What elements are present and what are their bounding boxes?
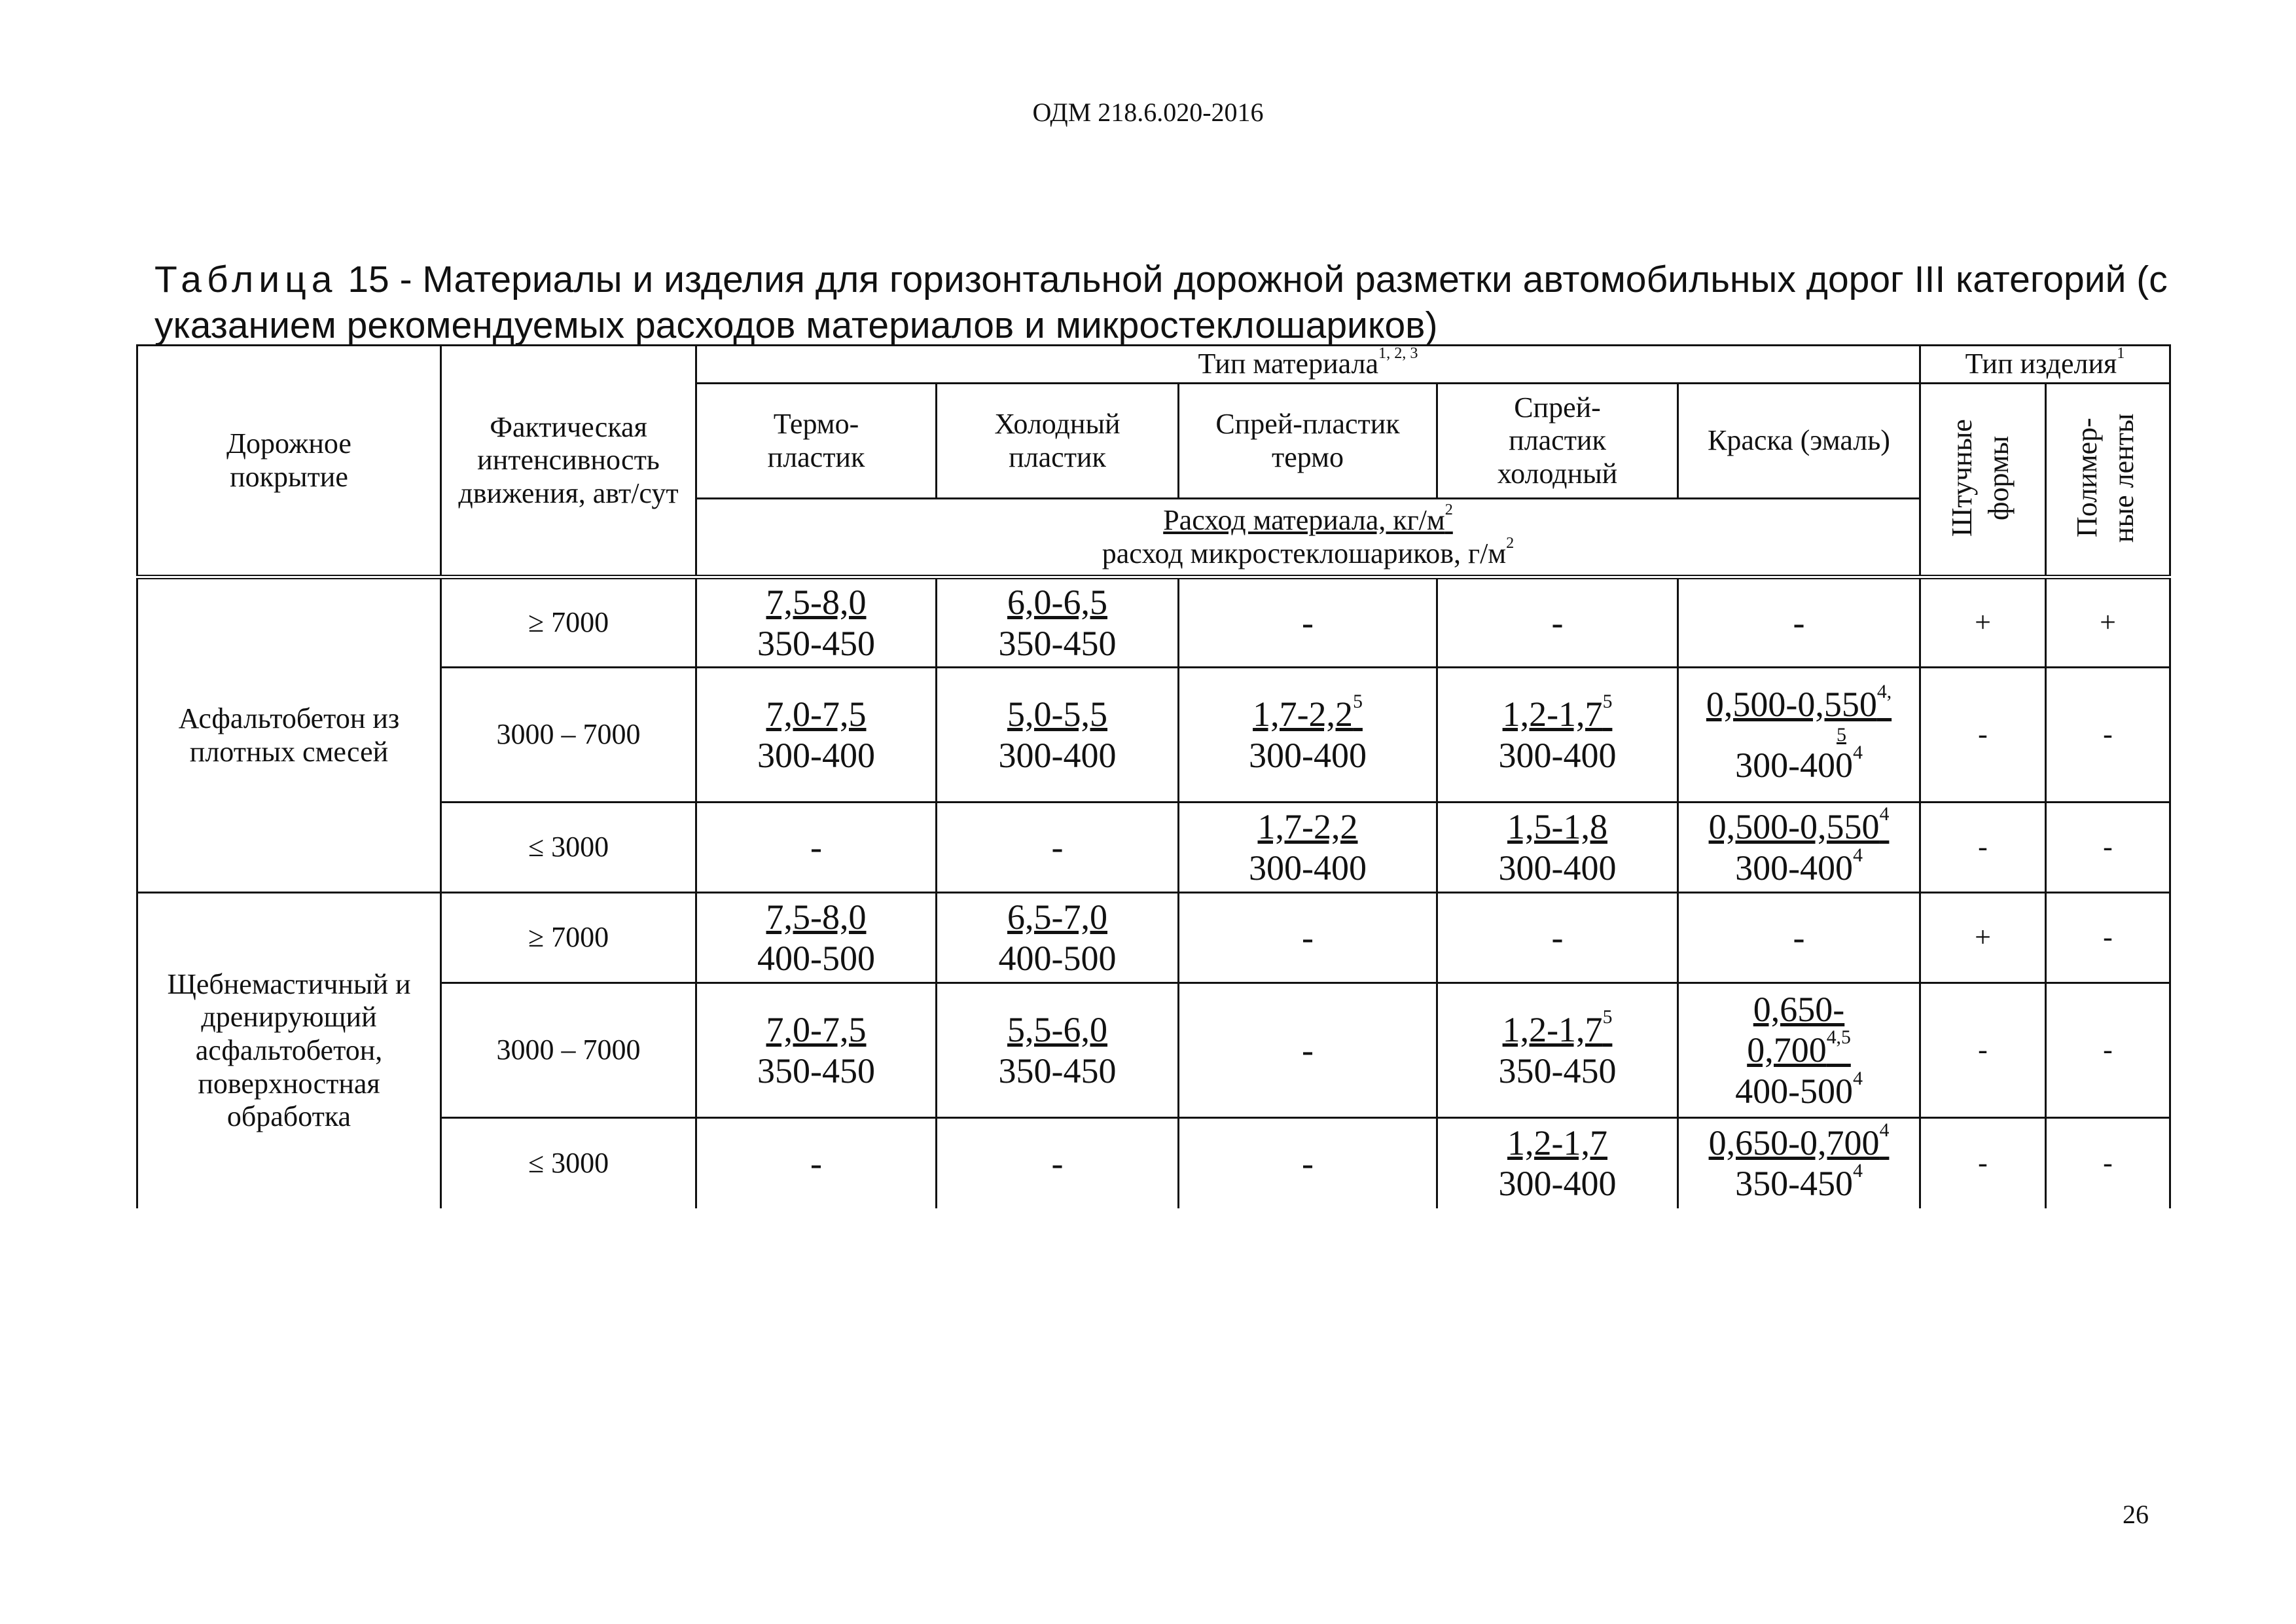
consumption-cell [1437, 577, 1678, 668]
beads-consumption-text: 350-450 [998, 1051, 1117, 1091]
head-consumption-line2-text: расход микростеклошариков, г/м [1102, 537, 1507, 569]
head-material-3-text: Спрей-пластик холодный [1497, 391, 1618, 490]
material-consumption [1179, 691, 1436, 734]
material-consumption [1438, 806, 1677, 847]
consumption-cell [937, 983, 1179, 1118]
table-body [137, 577, 2170, 1208]
beads-consumption [1179, 848, 1436, 888]
head-material-1 [937, 384, 1179, 499]
beads-consumption [937, 938, 1177, 979]
material-consumption-text: 0,650-0,700 [1708, 1123, 1880, 1163]
product-cell: - [2046, 668, 2170, 803]
consumption-cell [937, 577, 1179, 668]
material-consumption [1679, 806, 1919, 847]
head-consumption [696, 499, 1920, 577]
material-consumption-value [766, 695, 867, 734]
head-consumption-line1-sup: 2 [1444, 500, 1453, 518]
material-consumption-text: 1,2-1,7 [1502, 695, 1603, 734]
material-consumption-text: 7,0-7,5 [766, 695, 867, 734]
material-consumption-text-cont: 0,700 [1747, 1030, 1827, 1070]
beads-consumption [1679, 1163, 1919, 1204]
consumption-cell [1179, 983, 1437, 1118]
material-consumption-value [766, 583, 867, 622]
footnote-ref: 4 [1853, 742, 1863, 763]
footnote-ref: 5 [1353, 691, 1363, 713]
beads-consumption [1679, 742, 1919, 785]
material-consumption [1438, 1009, 1677, 1050]
beads-consumption-text: 300-400 [1735, 848, 1854, 888]
surface-cell [137, 893, 441, 1208]
material-consumption [937, 694, 1177, 734]
head-material-0-text: Термо-пластик [767, 407, 865, 473]
material-consumption-value [1502, 1007, 1613, 1050]
material-consumption-text: 0,500-0,550 [1706, 685, 1877, 725]
table-row [137, 577, 2170, 668]
material-consumption-text: 7,5-8,0 [766, 897, 867, 937]
consumption-cell [937, 1118, 1179, 1208]
empty-dash: - [1302, 603, 1314, 643]
material-consumption-text: 1,5-1,8 [1507, 807, 1607, 847]
head-consumption-line2-sup: 2 [1506, 533, 1515, 552]
head-material-2 [1179, 384, 1437, 499]
material-consumption-value [1507, 807, 1607, 846]
beads-consumption [937, 735, 1177, 776]
material-consumption-text: 5,5-6,0 [1007, 1010, 1107, 1050]
consumption-cell [696, 803, 937, 893]
intensity-cell: 3000 – 7000 [441, 983, 696, 1118]
intensity-cell: 3000 – 7000 [441, 668, 696, 803]
beads-consumption [1179, 735, 1436, 776]
empty-dash: - [1302, 918, 1314, 958]
head-road-surface-text: Дорожное покрытие [226, 427, 351, 493]
consumption-cell [1678, 1118, 1920, 1208]
table-head [137, 346, 2170, 577]
footnote-ref-cont: 5 [1837, 723, 1846, 746]
beads-consumption [1679, 1068, 1919, 1111]
consumption-cell [1678, 668, 1920, 803]
beads-consumption [697, 623, 935, 664]
product-cell: - [2046, 893, 2170, 983]
beads-consumption [1438, 735, 1677, 776]
material-consumption [937, 1009, 1177, 1050]
beads-consumption-text: 400-500 [757, 938, 875, 978]
material-consumption [1179, 806, 1436, 847]
head-material-1-text: Холодный пластик [994, 407, 1121, 473]
consumption-cell [696, 668, 937, 803]
product-cell: + [1920, 577, 2046, 668]
consumption-cell [696, 1118, 937, 1208]
beads-consumption-text: 400-500 [1735, 1071, 1854, 1111]
consumption-cell [696, 577, 937, 668]
beads-consumption-text: 350-450 [757, 1051, 875, 1091]
head-material-4-text: Краска (эмаль) [1708, 424, 1890, 457]
beads-consumption-text: 300-400 [1249, 848, 1367, 888]
head-consumption-line1 [1163, 500, 1453, 536]
beads-consumption [1679, 844, 1919, 888]
beads-consumption-text: 300-400 [1498, 735, 1617, 775]
empty-dash: - [810, 1144, 822, 1183]
head-road-surface [137, 346, 441, 577]
material-consumption [937, 897, 1177, 937]
beads-consumption-text: 300-400 [757, 735, 875, 775]
material-consumption [937, 582, 1177, 623]
empty-dash: - [1793, 918, 1805, 958]
material-consumption-text: 6,5-7,0 [1007, 897, 1107, 937]
table-caption [154, 257, 2170, 348]
consumption-cell [1437, 803, 1678, 893]
footnote-ref: 4 [1879, 804, 1890, 825]
empty-dash: - [1051, 827, 1064, 867]
product-cell: - [2046, 983, 2170, 1118]
head-product-1-text: Полимер-ные ленты [2070, 413, 2140, 543]
table-row [137, 668, 2170, 803]
head-product-0-text: Штучные формы [1945, 418, 2015, 537]
caption-label: Таблица [154, 259, 338, 300]
footnote-ref: 4,5 [1826, 1027, 1851, 1049]
intensity-cell: ≤ 3000 [441, 803, 696, 893]
consumption-cell [696, 893, 937, 983]
material-consumption-text: 6,0-6,5 [1007, 583, 1107, 623]
footnote-ref: 4 [1853, 1068, 1863, 1089]
head-consumption-line1-text: Расход материала, кг/м [1163, 503, 1445, 536]
material-consumption-value [1747, 990, 1851, 1070]
footnote-ref: 4 [1879, 1119, 1890, 1141]
material-consumption-value [1708, 804, 1890, 847]
material-consumption-text: 7,5-8,0 [766, 583, 867, 623]
head-product-1 [2046, 384, 2170, 577]
intensity-cell: ≤ 3000 [441, 1118, 696, 1208]
material-consumption-text: 0,500-0,550 [1708, 807, 1880, 847]
footnote-ref: 4 [1853, 1161, 1863, 1182]
marking-materials-table [136, 344, 2171, 1208]
material-consumption [1438, 691, 1677, 734]
surface-text: Асфальтобетон из плотных смесей [178, 702, 400, 768]
head-product-type-text: Тип изделия [1965, 348, 2117, 380]
material-consumption-value [1502, 691, 1613, 734]
beads-consumption [697, 735, 935, 776]
head-intensity-text: Фактическая интенсивность движения, авт/сут [458, 410, 679, 509]
intensity-cell: ≥ 7000 [441, 577, 696, 668]
consumption-cell [696, 983, 937, 1118]
surface-cell [137, 577, 441, 893]
material-consumption-text: 0,650- [1753, 990, 1845, 1030]
consumption-cell [1179, 893, 1437, 983]
beads-consumption [937, 1051, 1177, 1091]
footnote-ref: 5 [1602, 691, 1613, 713]
consumption-cell [1179, 803, 1437, 893]
material-consumption [1679, 1119, 1919, 1163]
beads-consumption-text: 350-450 [757, 623, 875, 663]
empty-dash: - [1302, 1144, 1314, 1183]
product-cell: - [1920, 803, 2046, 893]
consumption-cell [1678, 803, 1920, 893]
empty-dash: - [1051, 1144, 1064, 1183]
material-consumption-text: 5,0-5,5 [1007, 695, 1107, 734]
product-cell: - [1920, 1118, 2046, 1208]
consumption-cell [1678, 893, 1920, 983]
table-row [137, 803, 2170, 893]
beads-consumption-text: 300-400 [1498, 1164, 1617, 1204]
head-consumption-line2 [1102, 533, 1515, 569]
material-consumption-value [1007, 1010, 1107, 1049]
material-consumption-value [1007, 897, 1107, 937]
beads-consumption [1438, 1051, 1677, 1091]
beads-consumption [1438, 1163, 1677, 1204]
material-consumption-value [1507, 1123, 1607, 1163]
product-cell: - [2046, 803, 2170, 893]
consumption-cell [937, 668, 1179, 803]
table-row [137, 893, 2170, 983]
product-cell: + [1920, 893, 2046, 983]
beads-consumption-text: 350-450 [998, 623, 1117, 663]
consumption-cell [1437, 668, 1678, 803]
product-cell: + [2046, 577, 2170, 668]
beads-consumption-text: 350-450 [1735, 1164, 1854, 1204]
material-consumption [697, 1009, 935, 1050]
product-cell: - [1920, 668, 2046, 803]
consumption-cell [937, 893, 1179, 983]
empty-dash: - [1302, 1030, 1314, 1070]
document-header: ОДМ 218.6.020-2016 [1032, 98, 1264, 127]
material-consumption-value [1007, 583, 1107, 622]
beads-consumption-text: 350-450 [1498, 1051, 1617, 1091]
beads-consumption-text: 400-500 [998, 938, 1117, 978]
beads-consumption-text: 300-400 [1249, 735, 1367, 775]
footnote-ref: 5 [1602, 1007, 1613, 1028]
caption-title: 15 - Материалы и изделия для горизонтальной дорожной разметки автомобильных дорог III категорий (с указанием рекомендуемых расходов материалов и микростеклошариков) [154, 259, 2168, 346]
table-row [137, 1118, 2170, 1208]
product-cell: - [2046, 1118, 2170, 1208]
product-cell: - [1920, 983, 2046, 1118]
beads-consumption [937, 623, 1177, 664]
beads-consumption-text: 300-400 [998, 735, 1117, 775]
head-material-2-text: Спрей-пластик термо [1215, 407, 1400, 473]
head-material-type-text: Тип материала [1198, 348, 1379, 380]
consumption-cell [1437, 983, 1678, 1118]
material-consumption-value [1007, 695, 1107, 734]
material-consumption-value [766, 897, 867, 937]
table-row [137, 983, 2170, 1118]
head-product-type-sup: 1 [2117, 344, 2125, 363]
material-consumption [697, 897, 935, 937]
material-consumption-text: 1,7-2,2 [1257, 807, 1358, 847]
material-consumption-value [1258, 807, 1358, 846]
beads-consumption-text: 300-400 [1498, 848, 1617, 888]
head-material-type-sup: 1, 2, 3 [1378, 344, 1418, 363]
material-consumption [1679, 989, 1919, 1070]
beads-consumption-text: 300-400 [1735, 745, 1854, 785]
material-consumption-value [1253, 691, 1363, 734]
head-material-4 [1678, 384, 1920, 499]
material-consumption-value [1708, 1119, 1890, 1163]
material-consumption-text: 7,0-7,5 [766, 1010, 867, 1050]
material-consumption-value [1706, 681, 1892, 725]
consumption-cell [1179, 577, 1437, 668]
footnote-ref: 4, [1876, 681, 1892, 703]
material-consumption-text: 1,7-2,2 [1253, 695, 1354, 734]
material-consumption [697, 582, 935, 623]
material-consumption-text: 1,2-1,7 [1502, 1010, 1603, 1050]
empty-dash: - [1551, 603, 1564, 643]
beads-consumption [697, 1051, 935, 1091]
empty-dash: - [1793, 603, 1805, 643]
beads-consumption [1438, 848, 1677, 888]
material-consumption [1679, 681, 1919, 746]
head-material-3 [1437, 384, 1678, 499]
material-consumption-value [766, 1010, 867, 1049]
empty-dash: - [810, 827, 822, 867]
head-intensity [441, 346, 696, 577]
material-consumption-text: 1,2-1,7 [1507, 1123, 1607, 1163]
consumption-cell [937, 803, 1179, 893]
head-material-0 [696, 384, 937, 499]
page-number: 26 [2123, 1500, 2149, 1529]
surface-text: Щебнемастичный и дренирующий асфальтобетон, поверхностная обработка [167, 967, 411, 1133]
head-product-type [1920, 346, 2170, 384]
head-product-0 [1920, 384, 2046, 577]
consumption-cell [1437, 1118, 1678, 1208]
footnote-ref: 4 [1853, 844, 1863, 866]
empty-dash: - [1551, 918, 1564, 958]
consumption-cell [1179, 668, 1437, 803]
beads-consumption [697, 938, 935, 979]
consumption-cell [1678, 577, 1920, 668]
head-material-type [696, 346, 1920, 384]
consumption-cell [1678, 983, 1920, 1118]
consumption-cell [1437, 893, 1678, 983]
consumption-cell [1179, 1118, 1437, 1208]
intensity-cell: ≥ 7000 [441, 893, 696, 983]
material-consumption [697, 694, 935, 734]
material-consumption [1438, 1123, 1677, 1163]
